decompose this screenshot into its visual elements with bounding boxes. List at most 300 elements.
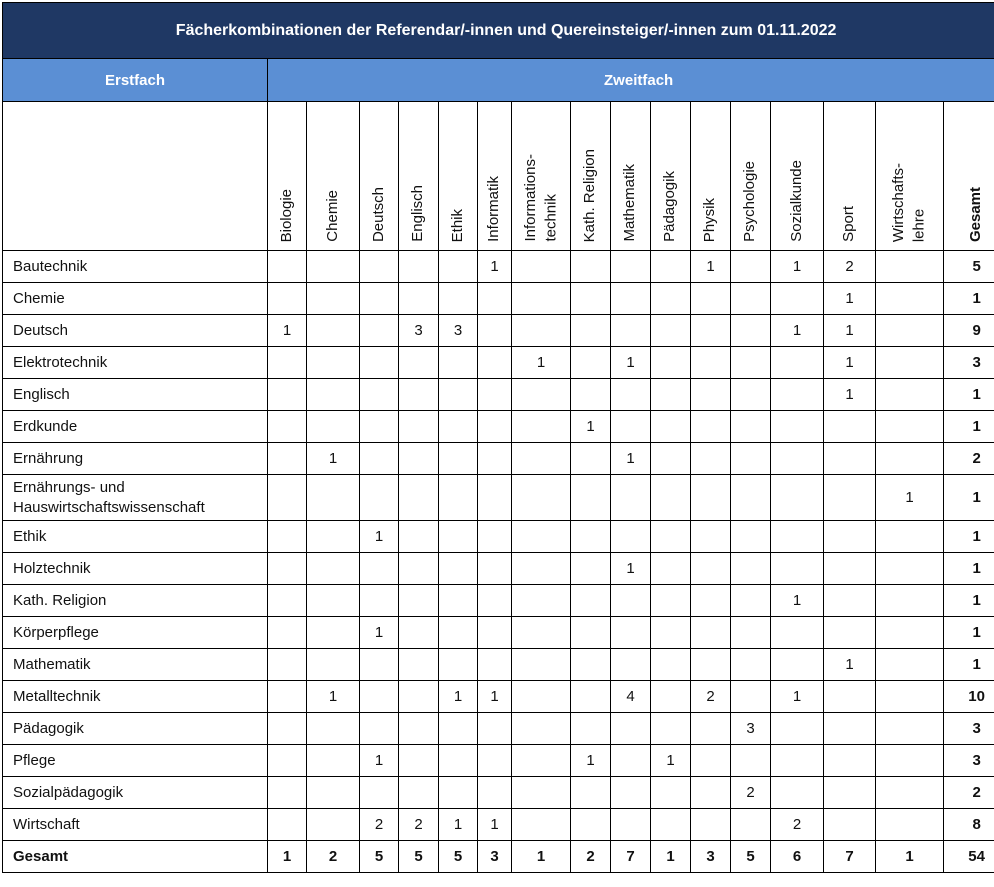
table-cell: 3	[439, 315, 478, 347]
column-header	[611, 102, 651, 251]
table-cell	[307, 809, 360, 841]
table-cell	[478, 283, 512, 315]
row-label: Holztechnik	[3, 553, 268, 585]
table-cell	[399, 649, 439, 681]
table-cell	[771, 283, 824, 315]
column-header	[571, 102, 611, 251]
column-header	[824, 102, 876, 251]
table-cell	[651, 809, 691, 841]
table-cell	[611, 379, 651, 411]
table-cell	[651, 617, 691, 649]
column-header	[439, 102, 478, 251]
row-total: 2	[944, 777, 994, 809]
table-cell	[399, 585, 439, 617]
table-cell	[651, 283, 691, 315]
row-label: Mathematik	[3, 649, 268, 681]
gesamt-column-label: Gesamt	[967, 186, 985, 242]
table-cell	[771, 745, 824, 777]
column-total: 2	[571, 841, 611, 873]
table-cell	[360, 649, 399, 681]
table-cell	[876, 379, 944, 411]
table-row	[3, 379, 994, 411]
column-header-label: Deutsch	[369, 186, 387, 242]
table-cell	[651, 379, 691, 411]
table-cell	[824, 809, 876, 841]
table-cell	[691, 443, 731, 475]
total-row	[3, 841, 994, 873]
table-cell: 1	[611, 443, 651, 475]
table-cell: 1	[771, 585, 824, 617]
table-cell	[651, 585, 691, 617]
table-row	[3, 777, 994, 809]
row-label: Deutsch	[3, 315, 268, 347]
table-cell	[512, 713, 571, 745]
column-header	[512, 102, 571, 251]
table-cell	[771, 443, 824, 475]
table-cell	[571, 649, 611, 681]
table-cell: 3	[399, 315, 439, 347]
column-total: 1	[651, 841, 691, 873]
column-header-label: Sozialkunde	[787, 160, 805, 242]
column-header-label: Sport	[840, 206, 858, 242]
table-cell	[360, 347, 399, 379]
table-cell	[439, 713, 478, 745]
table-cell	[731, 553, 771, 585]
table-cell	[307, 617, 360, 649]
table-cell	[824, 475, 876, 521]
table-cell	[571, 713, 611, 745]
table-cell	[399, 553, 439, 585]
table-cell	[478, 475, 512, 521]
table-cell: 1	[478, 681, 512, 713]
table-cell	[307, 315, 360, 347]
table-cell	[691, 521, 731, 553]
table-cell: 1	[611, 553, 651, 585]
table-cell	[571, 475, 611, 521]
table-cell	[439, 617, 478, 649]
table-cell	[691, 553, 731, 585]
table-cell	[611, 411, 651, 443]
table-cell	[571, 585, 611, 617]
table-cell	[512, 251, 571, 283]
table-row	[3, 521, 994, 553]
table-cell	[268, 347, 307, 379]
table-cell: 2	[399, 809, 439, 841]
table-cell: 1	[611, 347, 651, 379]
column-header-label: Wirtschafts- lehre	[890, 162, 928, 242]
table-cell: 1	[691, 251, 731, 283]
table-cell	[399, 347, 439, 379]
table-cell: 1	[268, 315, 307, 347]
table-cell	[512, 475, 571, 521]
table-cell	[399, 443, 439, 475]
row-label: Elektrotechnik	[3, 347, 268, 379]
column-header-label: Kath. Religion	[581, 148, 599, 242]
table-cell	[876, 681, 944, 713]
column-header	[876, 102, 944, 251]
table-cell: 1	[360, 521, 399, 553]
table-cell	[478, 745, 512, 777]
column-header	[478, 102, 512, 251]
column-total: 1	[268, 841, 307, 873]
row-label: Wirtschaft	[3, 809, 268, 841]
row-label: Ernährung	[3, 443, 268, 475]
table-cell	[478, 443, 512, 475]
table-cell	[611, 283, 651, 315]
table-cell	[399, 411, 439, 443]
table-cell	[360, 777, 399, 809]
table-cell	[268, 777, 307, 809]
table-cell	[731, 443, 771, 475]
table-cell	[824, 681, 876, 713]
total-row-label: Gesamt	[3, 841, 268, 873]
table-cell: 1	[876, 475, 944, 521]
table-cell	[731, 283, 771, 315]
table-cell	[439, 411, 478, 443]
table-cell	[360, 283, 399, 315]
table-cell	[771, 713, 824, 745]
table-cell	[478, 617, 512, 649]
table-cell	[268, 521, 307, 553]
table-cell	[399, 713, 439, 745]
table-cell	[876, 443, 944, 475]
table-cell	[611, 809, 651, 841]
row-label: Chemie	[3, 283, 268, 315]
table-cell	[651, 713, 691, 745]
table-cell	[439, 283, 478, 315]
table-cell	[611, 521, 651, 553]
table-cell	[307, 475, 360, 521]
table-cell	[439, 379, 478, 411]
table-cell	[876, 553, 944, 585]
table-cell	[399, 475, 439, 521]
table-cell	[611, 649, 651, 681]
table-cell	[771, 617, 824, 649]
table-cell	[691, 315, 731, 347]
row-total: 1	[944, 521, 994, 553]
table-cell	[651, 251, 691, 283]
row-label: Metalltechnik	[3, 681, 268, 713]
column-header-label: Chemie	[323, 190, 341, 242]
table-cell	[611, 315, 651, 347]
table-cell	[691, 585, 731, 617]
table-cell: 1	[360, 745, 399, 777]
table-cell	[268, 809, 307, 841]
table-cell	[876, 777, 944, 809]
column-header	[691, 102, 731, 251]
table-cell	[876, 411, 944, 443]
column-total: 7	[824, 841, 876, 873]
table-cell	[478, 379, 512, 411]
table-row	[3, 681, 994, 713]
row-label: Pädagogik	[3, 713, 268, 745]
table-cell	[611, 777, 651, 809]
table-cell	[731, 681, 771, 713]
table-cell	[439, 251, 478, 283]
table-cell	[268, 617, 307, 649]
table-cell	[876, 585, 944, 617]
table-cell	[478, 553, 512, 585]
table-cell	[691, 617, 731, 649]
column-header	[731, 102, 771, 251]
table-cell	[771, 777, 824, 809]
column-total: 3	[691, 841, 731, 873]
table-cell: 1	[651, 745, 691, 777]
table-cell	[876, 649, 944, 681]
column-header	[268, 102, 307, 251]
row-total: 3	[944, 347, 994, 379]
table-cell	[478, 347, 512, 379]
table-cell	[611, 475, 651, 521]
column-header-label: Physik	[701, 197, 719, 242]
table-cell	[307, 251, 360, 283]
table-row	[3, 283, 994, 315]
row-label: Sozialpädagogik	[3, 777, 268, 809]
column-header-label: Ethik	[448, 208, 466, 242]
table-cell: 1	[307, 443, 360, 475]
table-cell	[399, 283, 439, 315]
table-cell	[651, 475, 691, 521]
table-cell	[360, 315, 399, 347]
subject-combination-table	[2, 2, 994, 873]
table-cell	[651, 521, 691, 553]
column-total: 3	[478, 841, 512, 873]
table-cell	[268, 411, 307, 443]
table-cell	[307, 585, 360, 617]
table-cell	[731, 585, 771, 617]
table-cell: 1	[771, 251, 824, 283]
table-cell	[824, 617, 876, 649]
row-total: 3	[944, 745, 994, 777]
table-cell	[399, 379, 439, 411]
row-total: 10	[944, 681, 994, 713]
row-label: Bautechnik	[3, 251, 268, 283]
table-cell	[512, 443, 571, 475]
column-header	[360, 102, 399, 251]
table-cell	[771, 475, 824, 521]
table-cell	[439, 521, 478, 553]
table-cell	[478, 411, 512, 443]
grand-total: 54	[944, 841, 994, 873]
row-total: 3	[944, 713, 994, 745]
table-cell	[512, 681, 571, 713]
table-cell	[876, 809, 944, 841]
row-total: 1	[944, 585, 994, 617]
table-cell	[268, 251, 307, 283]
table-cell	[360, 411, 399, 443]
table-cell	[512, 315, 571, 347]
table-cell	[691, 347, 731, 379]
table-row	[3, 713, 994, 745]
column-total: 5	[439, 841, 478, 873]
table-cell	[399, 777, 439, 809]
table-cell	[571, 315, 611, 347]
table-cell	[360, 443, 399, 475]
table-row	[3, 347, 994, 379]
table-cell	[360, 553, 399, 585]
table-cell	[478, 585, 512, 617]
table-cell	[439, 347, 478, 379]
table-cell	[307, 649, 360, 681]
row-label: Ethik	[3, 521, 268, 553]
table-cell	[360, 475, 399, 521]
table-cell	[824, 745, 876, 777]
table-cell	[611, 251, 651, 283]
table-cell	[611, 617, 651, 649]
table-cell	[771, 521, 824, 553]
column-header-label: Pädagogik	[661, 171, 679, 242]
row-total: 1	[944, 649, 994, 681]
table-cell	[771, 347, 824, 379]
table-cell	[771, 553, 824, 585]
table-row	[3, 315, 994, 347]
table-cell	[512, 777, 571, 809]
table-cell	[307, 777, 360, 809]
row-total: 8	[944, 809, 994, 841]
table-row	[3, 745, 994, 777]
table-cell	[691, 475, 731, 521]
table-cell: 1	[824, 649, 876, 681]
column-total: 2	[307, 841, 360, 873]
table-cell	[876, 251, 944, 283]
table-cell	[651, 553, 691, 585]
table-cell	[307, 521, 360, 553]
table-cell	[876, 347, 944, 379]
table-cell	[824, 713, 876, 745]
table-cell	[268, 713, 307, 745]
table-cell	[876, 745, 944, 777]
table-cell	[512, 553, 571, 585]
row-total: 2	[944, 443, 994, 475]
table-cell	[399, 617, 439, 649]
table-cell: 2	[360, 809, 399, 841]
table-cell	[439, 649, 478, 681]
table-cell	[571, 379, 611, 411]
table-cell	[824, 553, 876, 585]
table-cell	[268, 475, 307, 521]
table-cell	[439, 585, 478, 617]
table-row	[3, 809, 994, 841]
table-title: Fächerkombinationen der Referendar/-innen und Quereinsteiger/-innen zum 01.11.2022	[3, 3, 994, 59]
table-cell	[691, 809, 731, 841]
column-header	[307, 102, 360, 251]
table-cell: 3	[731, 713, 771, 745]
table-cell	[571, 443, 611, 475]
table-cell	[691, 777, 731, 809]
table-cell: 1	[824, 347, 876, 379]
table-row	[3, 585, 994, 617]
table-cell	[439, 745, 478, 777]
table-cell	[268, 745, 307, 777]
column-header-label: Biologie	[277, 188, 295, 242]
table-cell: 2	[691, 681, 731, 713]
table-cell: 2	[824, 251, 876, 283]
column-header	[399, 102, 439, 251]
table-cell	[478, 521, 512, 553]
table-cell	[876, 315, 944, 347]
table-cell	[512, 283, 571, 315]
table-cell	[651, 411, 691, 443]
table-cell	[268, 553, 307, 585]
table-cell	[478, 315, 512, 347]
column-total: 5	[399, 841, 439, 873]
table-cell	[571, 521, 611, 553]
table-cell: 1	[439, 681, 478, 713]
column-header-label: Informatik	[485, 176, 503, 242]
row-label: Englisch	[3, 379, 268, 411]
column-total: 6	[771, 841, 824, 873]
table-cell	[399, 521, 439, 553]
table-cell	[512, 411, 571, 443]
table-row	[3, 617, 994, 649]
table-cell	[731, 475, 771, 521]
zweitfach-header: Zweitfach	[268, 59, 994, 102]
table-cell	[691, 745, 731, 777]
row-total: 1	[944, 283, 994, 315]
table-cell	[399, 681, 439, 713]
table-cell	[731, 379, 771, 411]
table-cell	[771, 379, 824, 411]
table-cell	[691, 379, 731, 411]
table-cell	[512, 617, 571, 649]
table-cell	[731, 411, 771, 443]
gesamt-column-header	[944, 102, 994, 251]
table-cell: 1	[824, 379, 876, 411]
row-total: 1	[944, 617, 994, 649]
table-cell	[611, 713, 651, 745]
column-total: 5	[731, 841, 771, 873]
table-cell	[512, 745, 571, 777]
table-cell	[307, 283, 360, 315]
table-cell	[439, 443, 478, 475]
table-cell	[571, 777, 611, 809]
table-cell	[731, 315, 771, 347]
table-cell	[439, 475, 478, 521]
column-total: 5	[360, 841, 399, 873]
row-label: Erdkunde	[3, 411, 268, 443]
table-cell	[571, 283, 611, 315]
table-cell	[651, 347, 691, 379]
column-header	[771, 102, 824, 251]
table-cell	[824, 521, 876, 553]
table-cell	[399, 251, 439, 283]
row-label: Ernährungs- und Hauswirtschaftswissenschaft	[3, 475, 268, 521]
table-cell	[611, 585, 651, 617]
table-row	[3, 553, 994, 585]
table-cell	[478, 777, 512, 809]
table-cell	[307, 347, 360, 379]
row-total: 9	[944, 315, 994, 347]
table-row	[3, 649, 994, 681]
table-cell	[307, 411, 360, 443]
table-cell	[360, 681, 399, 713]
table-cell	[651, 777, 691, 809]
table-cell: 1	[771, 315, 824, 347]
row-total: 1	[944, 553, 994, 585]
table-cell	[268, 379, 307, 411]
table-cell	[824, 411, 876, 443]
table-cell	[876, 617, 944, 649]
table-cell: 2	[731, 777, 771, 809]
table-cell	[268, 585, 307, 617]
column-header	[651, 102, 691, 251]
table-cell: 1	[478, 809, 512, 841]
table-cell	[824, 585, 876, 617]
table-cell	[691, 713, 731, 745]
table-cell	[771, 649, 824, 681]
table-cell	[571, 251, 611, 283]
row-total: 1	[944, 379, 994, 411]
